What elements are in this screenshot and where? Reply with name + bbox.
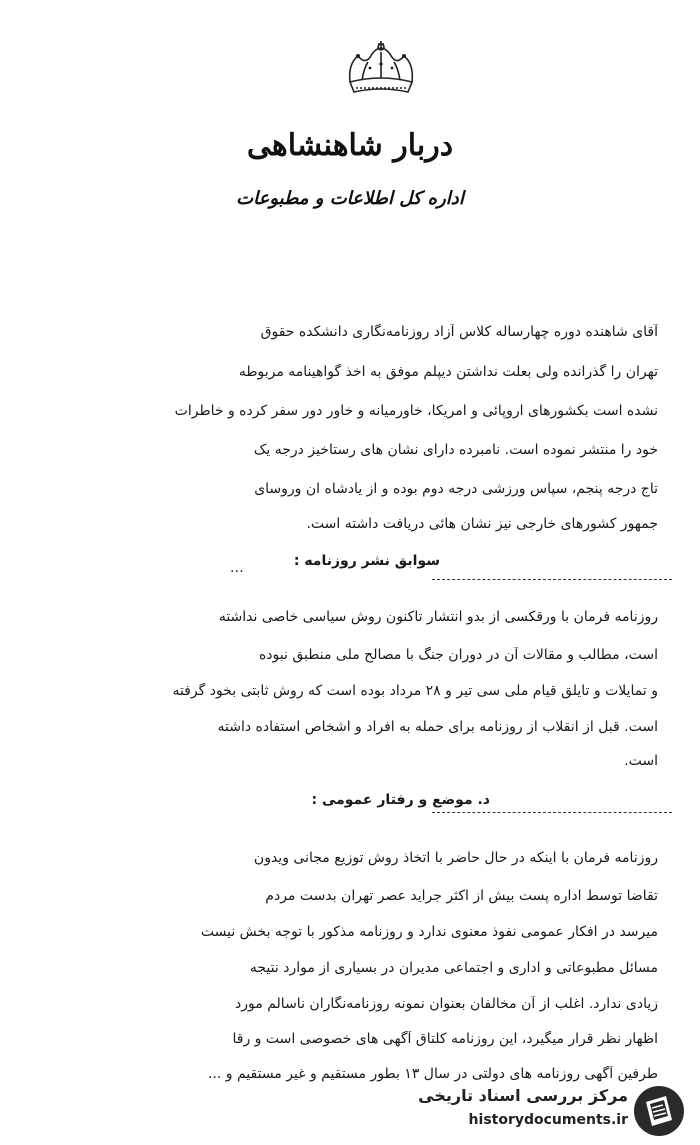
paragraph-line: است. قبل از انقلاب از روزنامه برای حمله به افراد و اشخاص استفاده داشته <box>217 719 658 735</box>
section-underline <box>432 812 672 813</box>
letterhead-title: دربار شاهنشاهی <box>246 128 454 163</box>
paragraph-line: روزنامه فرمان با ورقکسی از بدو انتشار تاکنون روش سیاسی خاصی نداشته <box>218 609 658 625</box>
section-heading-publication-history: سوابق نشر روزنامه : <box>293 553 440 569</box>
paragraph-line: نشده است بکشورهای اروپائی و امریکا، خاورمیانه و خاور دور سفر کرده و خاطرات <box>174 403 658 419</box>
paragraph-line: اظهار نظر قرار میگیرد، این روزنامه کلتاق آگهی های خصوصی است و رقا <box>232 1031 658 1047</box>
section-heading-public-standing: د. موضع و رفتار عمومی : <box>311 792 490 808</box>
paragraph-line: طرفین آگهی روزنامه های دولتی در سال ۱۳ بطور مستقیم و غیر مستقیم و ... <box>207 1066 658 1082</box>
paragraph-line: تاج درجه پنجم، سپاس ورزشی درجه دوم بوده و از یادشاه ان وروسای <box>254 481 658 497</box>
paragraph-line: آقای شاهنده دوره چهارساله کلاس آزاد روزنامه‌نگاری دانشکده حقوق <box>260 324 658 340</box>
paragraph-line: زیادی ندارد. اغلب از آن مخالفان بعنوان نمونه روزنامه‌نگاران ناسالم مورد <box>235 996 658 1012</box>
paragraph-line: مسائل مطبوعاتی و اداری و اجتماعی مدیران در بسیاری از موارد نتیجه <box>249 960 658 976</box>
watermark-url: historydocuments.ir <box>468 1112 628 1128</box>
archive-watermark <box>408 1082 694 1140</box>
paragraph-line: است، مطالب و مقالات آن در دوران جنگ با مصالح ملی منطبق نبوده <box>258 647 658 663</box>
paragraph-line: جمهور کشورهای خارجی نیز نشان هائی دریافت داشته است. <box>306 516 658 532</box>
paragraph-line: تقاضا توسط اداره پست بیش از اکثر جراید عصر تهران بدست مردم <box>265 888 658 904</box>
section-underline <box>432 579 672 580</box>
section-marks: ... <box>230 560 244 576</box>
letterhead-subtitle: اداره کل اطلاعات و مطبوعات <box>236 188 464 209</box>
paragraph-line: خود را منتشر نموده است. نامبرده دارای نشان های رستاخیز درجه یک <box>253 442 658 458</box>
paragraph-line: و تمایلات و تایلق قیام ملی سی تیر و ۲۸ مرداد بوده است که روش ثابتی بخود گرفته <box>172 683 658 699</box>
paragraph-line: تهران را گذرانده ولی بعلت نداشتن دیپلم موفق به اخذ گواهینامه مربوطه <box>238 364 658 380</box>
watermark-title: مرکز بررسی اسناد تاریخی <box>418 1086 628 1105</box>
paragraph-line: است. <box>624 753 658 769</box>
paragraph-line: روزنامه فرمان با اینکه در حال حاضر با اتخاذ روش توزیع مجانی ویدون <box>253 850 658 866</box>
royal-crown-icon <box>342 38 420 98</box>
archive-logo-icon <box>632 1084 686 1138</box>
paragraph-line: میرسد در افکار عمومی نفوذ معنوی ندارد و روزنامه مذکور با توجه بخش نیست <box>200 924 658 940</box>
